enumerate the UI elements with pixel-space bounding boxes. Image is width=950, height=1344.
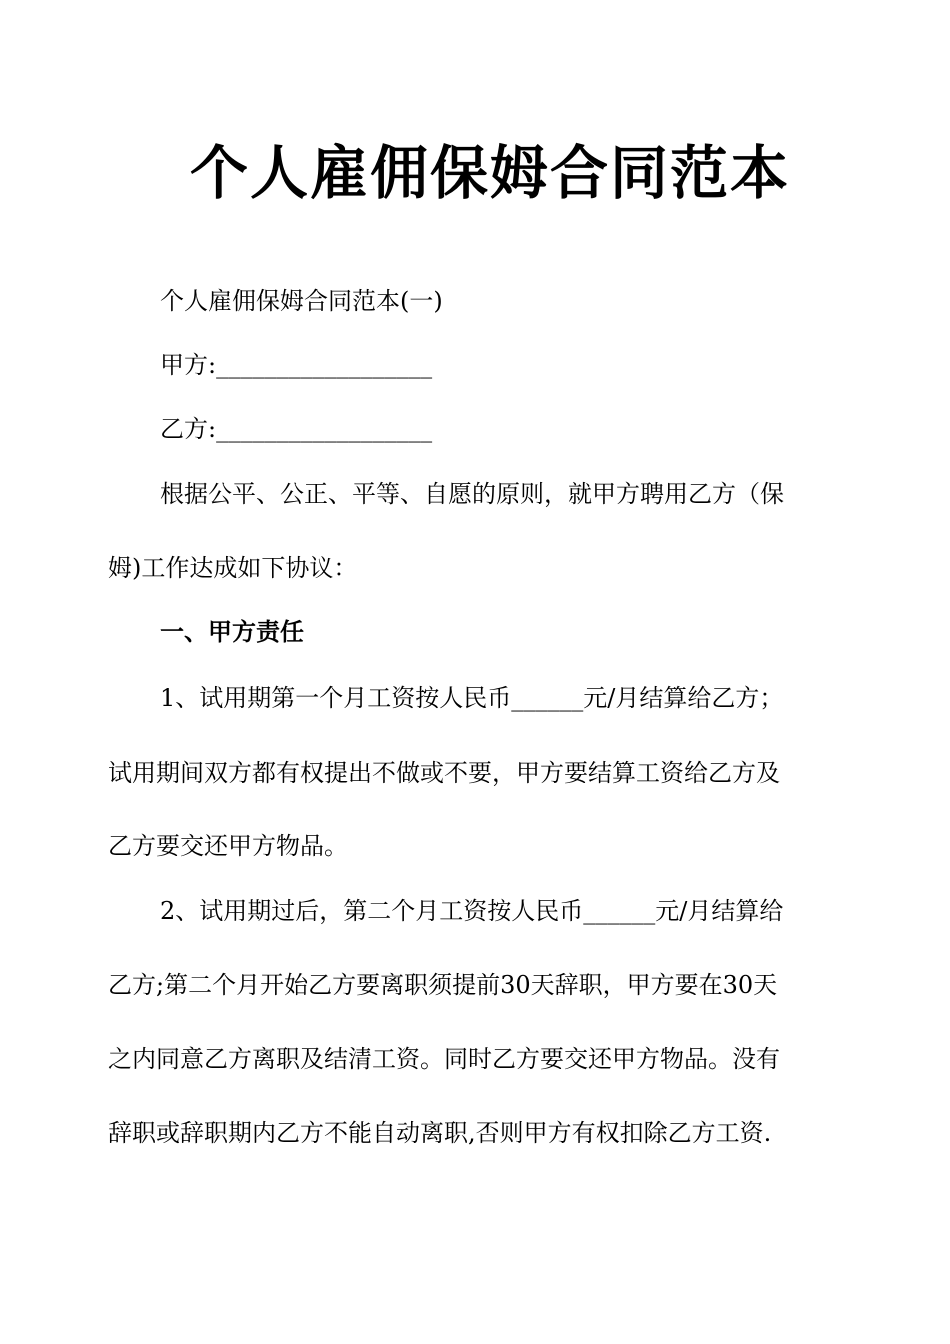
clause-2-line-1: 2、试用期过后，第二个月工资按人民币______元/月结算给 [160, 897, 784, 925]
clause-1-line-3: 乙方要交还甲方物品。 [108, 832, 348, 860]
clause-1-line-2: 试用期间双方都有权提出不做或不要，甲方要结算工资给乙方及 [108, 759, 780, 787]
party-b-line: 乙方:__________________ [160, 415, 433, 443]
intro-paragraph-line-2: 姆)工作达成如下协议： [108, 554, 358, 582]
intro-paragraph-line-1: 根据公平、公正、平等、自愿的原则，就甲方聘用乙方（保 [160, 480, 784, 508]
clause-2-line-3: 之内同意乙方离职及结清工资。同时乙方要交还甲方物品。没有 [108, 1045, 780, 1073]
document-title: 个人雇佣保姆合同范本 [189, 139, 790, 207]
clause-1-line-1: 1、试用期第一个月工资按人民币______元/月结算给乙方； [160, 684, 784, 712]
subtitle-line: 个人雇佣保姆合同范本(一) [160, 287, 443, 315]
clause-2-line-2: 乙方;第二个月开始乙方要离职须提前30天辞职，甲方要在30天 [108, 971, 778, 999]
clause-2-line-4: 辞职或辞职期内乙方不能自动离职,否则甲方有权扣除乙方工资. [108, 1119, 772, 1147]
party-a-line: 甲方:__________________ [160, 351, 433, 379]
section-heading-party-a: 一、甲方责任 [160, 618, 304, 646]
